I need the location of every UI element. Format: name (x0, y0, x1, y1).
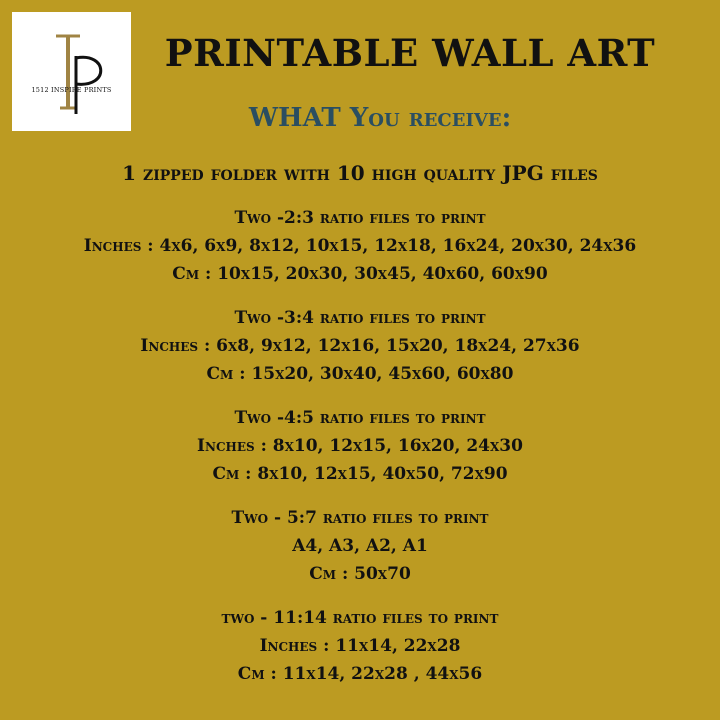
ratio-section-5-7 (0, 504, 720, 588)
section-cm: Cm : 11x14, 22x28 , 44x56 (237, 664, 483, 684)
section-heading: Two -3:4 ratio files to print (234, 308, 486, 328)
section-heading: two - 11:14 ratio files to print (221, 608, 499, 628)
section-inches: Inches : 8x10, 12x15, 16x20, 24x30 (197, 436, 523, 456)
ratio-section-4-5 (0, 404, 720, 488)
page-title: PRINTABLE WALL ART (164, 31, 656, 75)
section-cm: Cm : 8x10, 12x15, 40x50, 72x90 (212, 464, 508, 484)
section-cm: Cm : 15x20, 30x40, 45x60, 60x80 (206, 364, 514, 384)
logo (12, 12, 131, 131)
ratio-section-11-14 (0, 604, 720, 688)
section-inches: Inches : 6x8, 9x12, 12x16, 15x20, 18x24, 27x36 (140, 336, 580, 356)
ratio-section-2-3 (0, 204, 720, 288)
section-cm: Cm : 10x15, 20x30, 30x45, 40x60, 60x90 (172, 264, 548, 284)
section-heading: Two -4:5 ratio files to print (234, 408, 486, 428)
brand-name: 1512 INSPIRE PRINTS (31, 86, 112, 94)
ratio-section-3-4 (0, 304, 720, 388)
intro-text: 1 zipped folder with 10 high quality JPG files (122, 161, 598, 185)
section-cm: Cm : 50x70 (309, 564, 411, 584)
section-heading: Two -2:3 ratio files to print (234, 208, 486, 228)
monogram-icon (12, 12, 131, 131)
section-sizes: A4, A3, A2, A1 (292, 536, 428, 556)
section-heading: Two - 5:7 ratio files to print (231, 508, 489, 528)
section-inches: Inches : 4x6, 6x9, 8x12, 10x15, 12x18, 16x24, 20x30, 24x36 (83, 236, 637, 256)
section-inches: Inches : 11x14, 22x28 (259, 636, 461, 656)
page-subtitle: WHAT You receive: (248, 103, 512, 133)
